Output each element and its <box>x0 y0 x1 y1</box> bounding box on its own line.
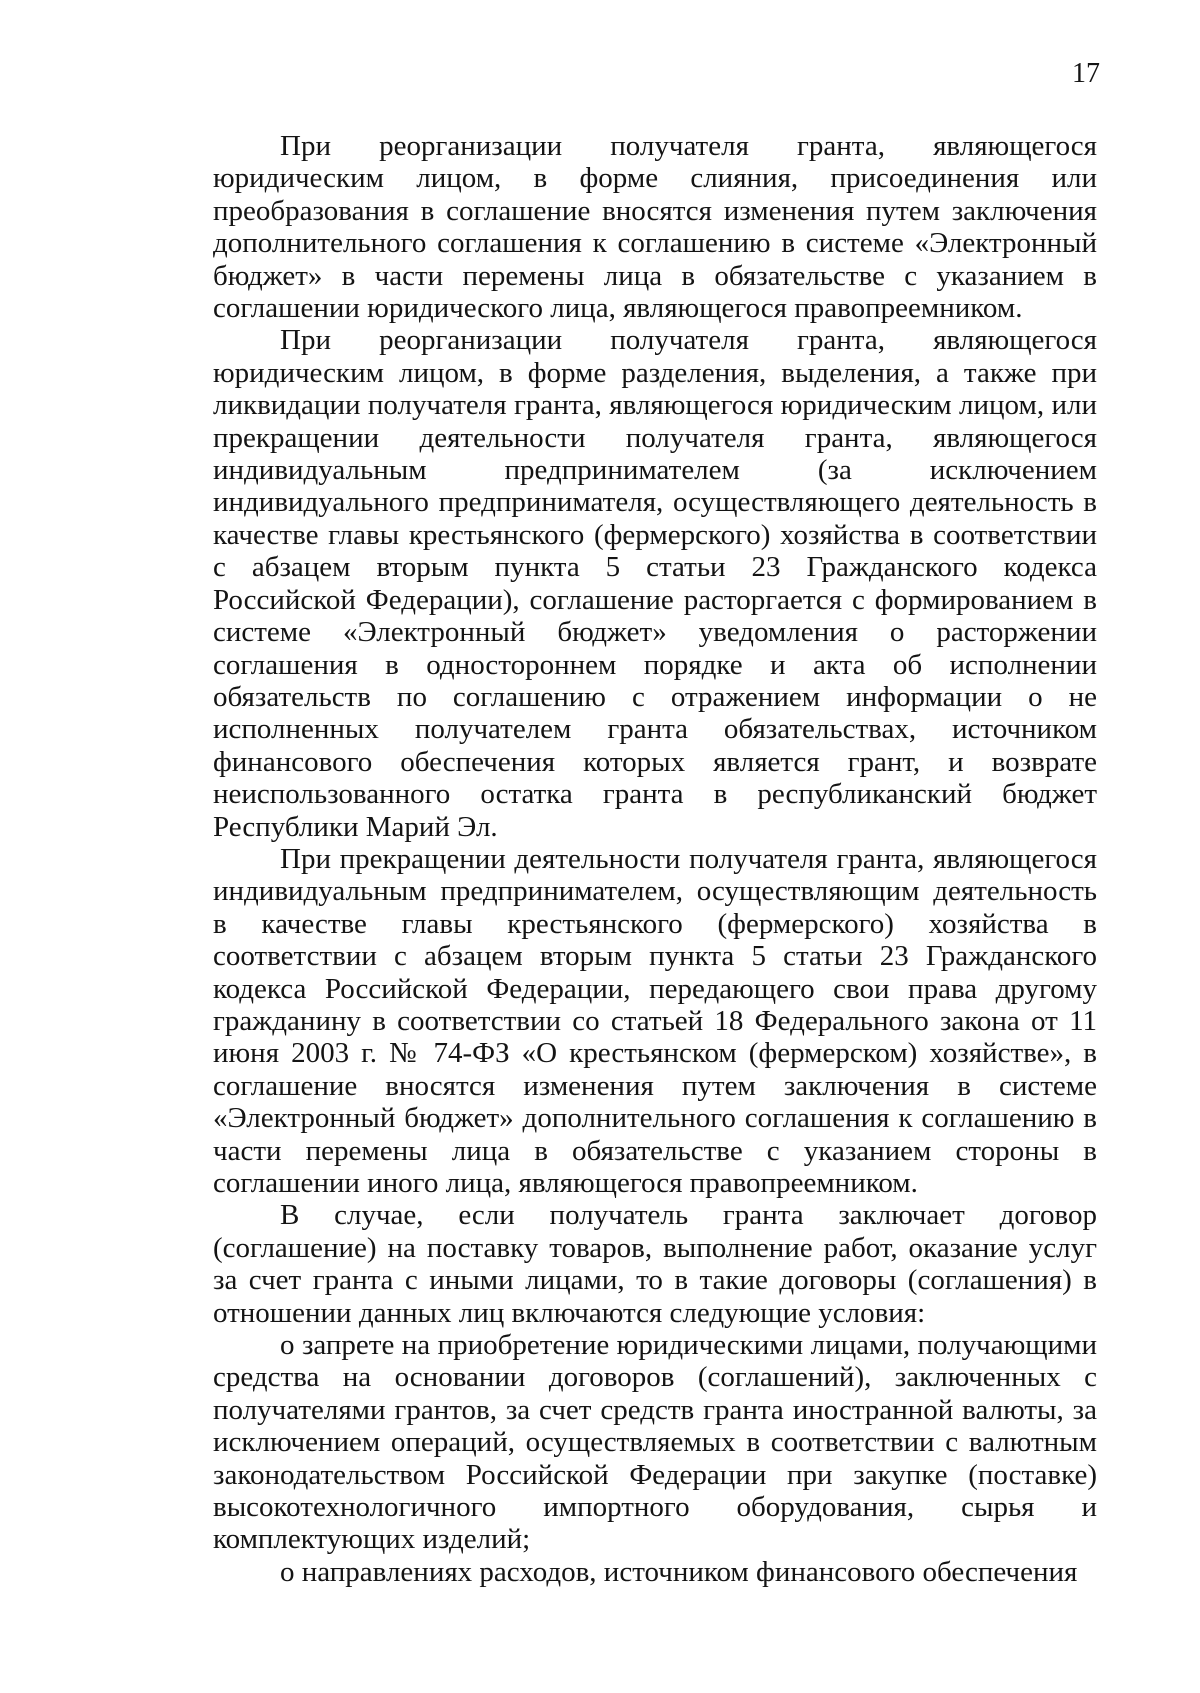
paragraph-reorganization-division: При реорганизации получателя гранта, являющегося юридическим лицом, в форме разделения, выделения, а также при ликвидации получателя гранта, являющегося юридическим лицом, или прекращении деятельности получателя гранта, являющегося индивидуальным предпринимателем (за исключением индивидуального предпринимателя, осуществляющего деятельность в качестве главы крестьянского (фермерского) хозяйства в соответствии с абзацем вторым пункта 5 статьи 23 Гражданского кодекса Российской Федерации), соглашение расторгается с формированием в системе «Электронный бюджет» уведомления о расторжении соглашения в одностороннем порядке и акта об исполнении обязательств по соглашению с отражением информации о не исполненных получателем гранта обязательствах, источником финансового обеспечения которых является грант, и возврате неиспользованного остатка гранта в республиканский бюджет Республики Марий Эл. <box>213 324 1097 843</box>
paragraph-expense-directions: о направлениях расходов, источником финансового обеспечения <box>280 1555 1078 1588</box>
document-body <box>213 130 1097 1588</box>
paragraph-third-party-contracts: В случае, если получатель гранта заключает договор (соглашение) на поставку товаров, выполнение работ, оказание услуг за счет гранта с иными лицами, то в такие договоры (соглашения) в отношении данных лиц включаются следующие условия: <box>213 1199 1097 1329</box>
paragraph-reorganization-merger: При реорганизации получателя гранта, являющегося юридическим лицом, в форме слияния, присоединения или преобразования в соглашение вносятся изменения путем заключения дополнительного соглашения к соглашению в системе «Электронный бюджет» в части перемены лица в обязательстве с указанием в соглашении юридического лица, являющегося правопреемником. <box>213 130 1097 325</box>
page-number: 17 <box>1072 58 1100 89</box>
paragraph-farm-head-termination: При прекращении деятельности получателя гранта, являющегося индивидуальным предпринимателем, осуществляющим деятельность в качестве главы крестьянского (фермерского) хозяйства в соответствии с абзацем вторым пункта 5 статьи 23 Гражданского кодекса Российской Федерации, передающего свои права другому гражданину в соответствии со статьей 18 Федерального закона от 11 июня 2003 г. № 74-ФЗ «О крестьянском (фермерском) хозяйстве», в соглашение вносятся изменения путем заключения в системе «Электронный бюджет» дополнительного соглашения к соглашению в части перемены лица в обязательстве с указанием стороны в соглашении иного лица, являющегося правопреемником. <box>213 842 1097 1199</box>
paragraph-foreign-currency-ban: о запрете на приобретение юридическими лицами, получающими средства на основании договоров (соглашений), заключенных с получателями грантов, за счет средств гранта иностранной валюты, за исключением операций, осуществляемых в соответствии с валютным законодательством Российской Федерации при закупке (поставке) высокотехнологичного импортного оборудования, сырья и комплектующих изделий; <box>213 1329 1097 1556</box>
